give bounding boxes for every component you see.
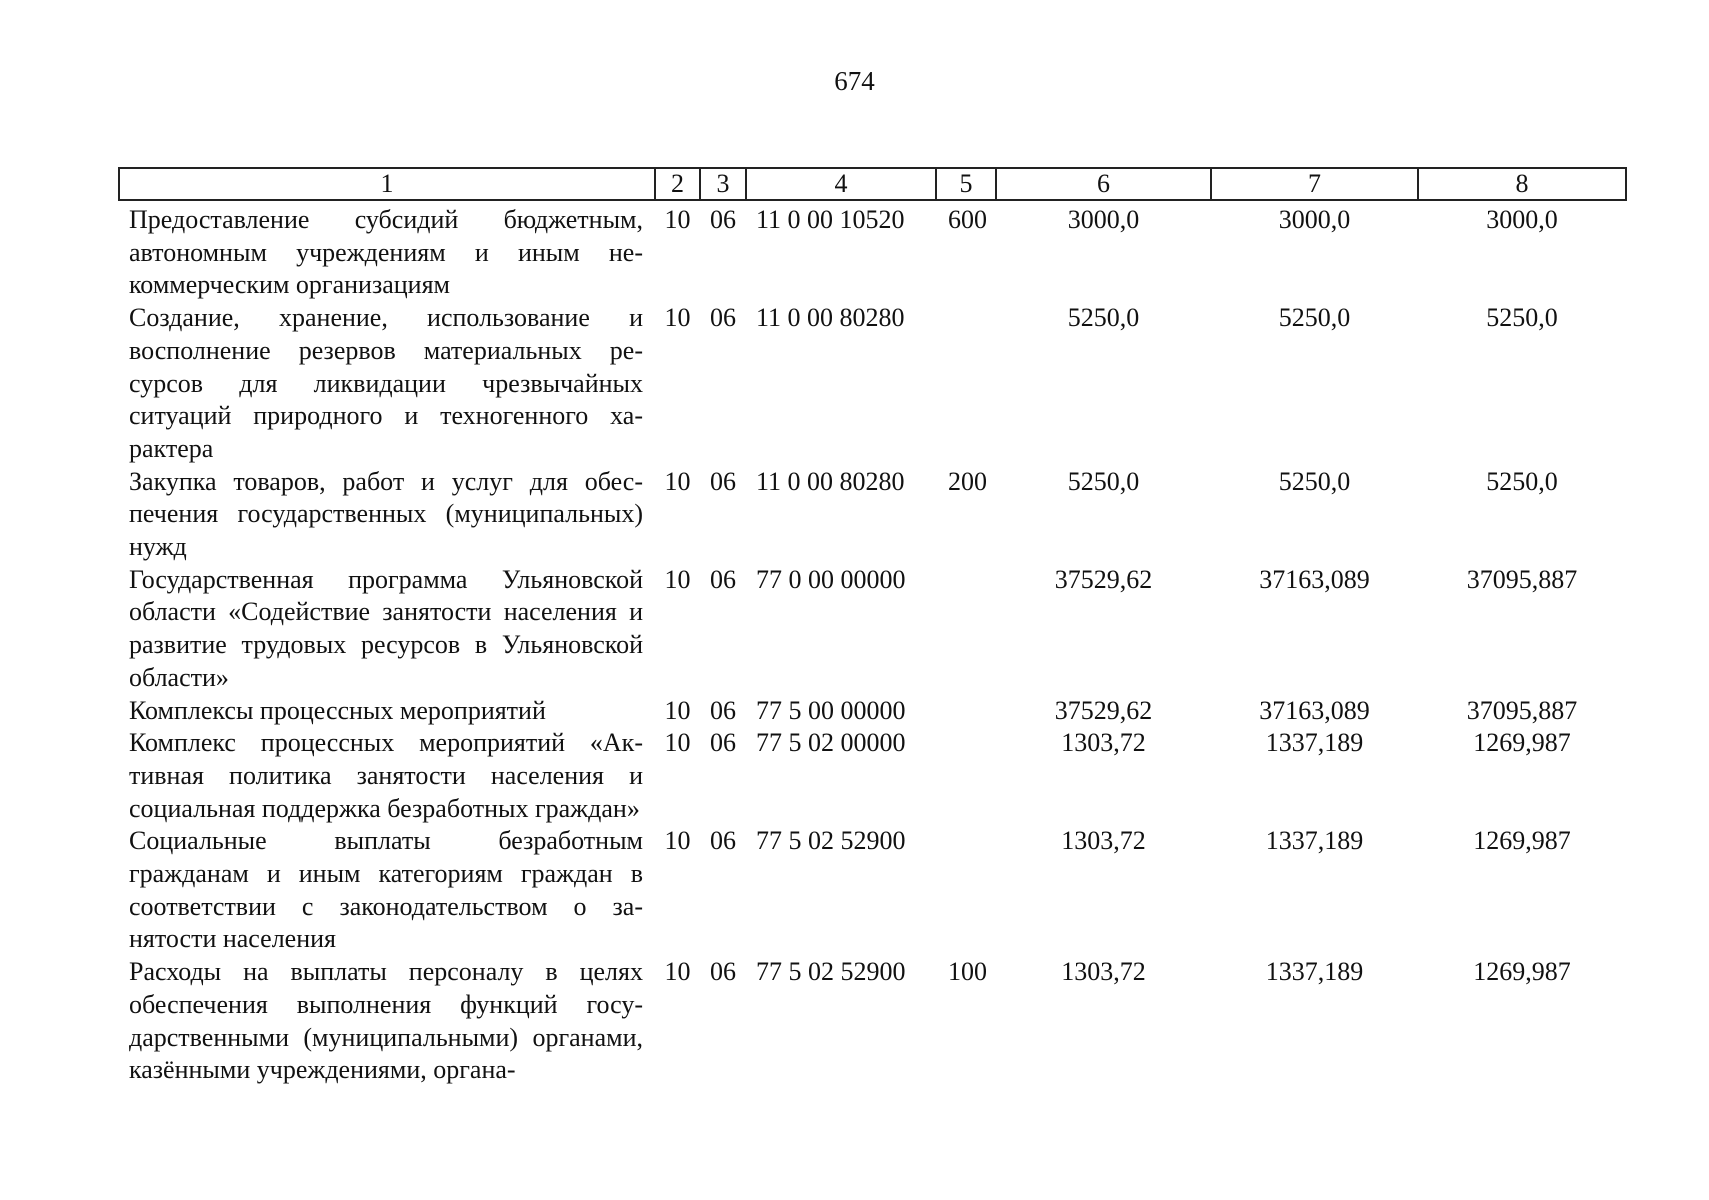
section-code: 10 (664, 957, 691, 987)
item-name: Закупка товаров, работ и услуг для обеспечения государственных (муниципальных) нужд (129, 466, 643, 562)
section-code: 10 (664, 205, 691, 234)
target-article-code: 77 5 02 52900 (756, 957, 906, 987)
amount-col-8: 5250,0 (1486, 466, 1558, 496)
table-row (119, 695, 1626, 728)
table-row (119, 956, 1626, 1087)
amount-col-6: 5250,0 (1067, 303, 1140, 333)
amount-col-6: 37529,62 (1054, 695, 1153, 725)
target-article-code: 77 5 02 00000 (756, 728, 906, 758)
column-header-1: 1 (119, 168, 655, 200)
subsection-code: 06 (710, 466, 736, 496)
expense-type-code (936, 564, 996, 695)
amount-col-7: 1337,189 (1265, 826, 1364, 856)
table-row (119, 466, 1626, 564)
subsection-code: 06 (710, 205, 736, 234)
table-row (119, 564, 1626, 695)
item-name: Государственная программа Ульяновской области «Содействие занятости населения и развитие трудовых ресурсов в Ульяновской области» (129, 564, 643, 692)
expense-type-code (936, 825, 996, 956)
subsection-code: 06 (710, 957, 736, 987)
item-name: Предоставление субсидий бюджетным, автономным учреждениям и иным некоммерческим организациям (129, 205, 643, 300)
target-article-code: 77 5 02 52900 (756, 826, 906, 856)
subsection-code: 06 (710, 728, 736, 758)
amount-col-6: 37529,62 (1054, 564, 1153, 594)
section-code: 10 (664, 564, 691, 594)
item-name: Расходы на выплаты персоналу в целях обеспечения выполнения функций государственными (муниципальными) органами, казёнными учреждениями, органа- (129, 957, 643, 1085)
amount-col-7: 5250,0 (1278, 466, 1351, 496)
target-article-code: 77 5 00 00000 (756, 695, 906, 725)
target-article-code: 11 0 00 80280 (756, 466, 905, 496)
page-number: 674 (834, 66, 875, 96)
amount-col-8: 5250,0 (1486, 303, 1558, 333)
column-header-8: 8 (1418, 168, 1626, 200)
expense-type-code (936, 727, 996, 825)
column-header-4: 4 (746, 168, 936, 200)
amount-col-6: 5250,0 (1067, 466, 1140, 496)
table-row (119, 727, 1626, 825)
amount-col-8: 37095,887 (1466, 695, 1578, 725)
column-header-5: 5 (936, 168, 996, 200)
amount-col-8: 3000,0 (1486, 205, 1558, 234)
amount-col-7: 3000,0 (1278, 205, 1351, 234)
amount-col-6: 1303,72 (1061, 728, 1146, 758)
item-name: Комплекс процессных мероприятий «Активная политика занятости населения и социальная поддержка безработных граждан» (129, 728, 643, 823)
section-code: 10 (664, 466, 691, 496)
subsection-code: 06 (710, 564, 736, 594)
section-code: 10 (664, 728, 691, 758)
subsection-code: 06 (710, 826, 736, 856)
column-header-7: 7 (1211, 168, 1418, 200)
header-row (119, 168, 1626, 200)
amount-col-7: 5250,0 (1278, 303, 1351, 333)
amount-col-6: 1303,72 (1061, 826, 1146, 856)
table-header (119, 168, 1626, 200)
target-article-code: 11 0 00 10520 (756, 205, 905, 234)
expense-type-code (936, 695, 996, 728)
column-header-3: 3 (700, 168, 746, 200)
table-row (119, 302, 1626, 466)
item-name: Социальные выплаты безработным гражданам и иным категориям граждан в соответствии с законодательством о занятости населения (129, 826, 643, 954)
budget-table (118, 167, 1627, 1087)
expense-type-code: 100 (948, 957, 987, 987)
table-body (119, 200, 1626, 1087)
amount-col-6: 3000,0 (1067, 205, 1140, 234)
column-header-2: 2 (655, 168, 700, 200)
item-name: Создание, хранение, использование и восполнение резервов материальных ресурсов для ликвидации чрезвычайных ситуаций природного и техногенного характера (129, 303, 643, 463)
subsection-code: 06 (710, 303, 736, 333)
amount-col-7: 37163,089 (1259, 695, 1370, 725)
section-code: 10 (664, 826, 691, 856)
amount-col-8: 37095,887 (1466, 564, 1578, 594)
amount-col-8: 1269,987 (1473, 826, 1571, 856)
expense-type-code (936, 302, 996, 466)
expense-type-code: 600 (948, 205, 987, 234)
target-article-code: 77 0 00 00000 (756, 564, 906, 594)
amount-col-7: 1337,189 (1265, 728, 1364, 758)
expense-type-code: 200 (948, 466, 987, 496)
amount-col-7: 37163,089 (1259, 564, 1370, 594)
table-row (119, 200, 1626, 302)
table-row (119, 825, 1626, 956)
section-code: 10 (664, 695, 691, 725)
target-article-code: 11 0 00 80280 (756, 303, 905, 333)
amount-col-8: 1269,987 (1473, 728, 1571, 758)
amount-col-6: 1303,72 (1061, 957, 1146, 987)
amount-col-8: 1269,987 (1473, 957, 1571, 987)
item-name: Комплексы процессных мероприятий (129, 695, 546, 725)
subsection-code: 06 (710, 695, 736, 725)
section-code: 10 (664, 303, 691, 333)
amount-col-7: 1337,189 (1265, 957, 1364, 987)
column-header-6: 6 (996, 168, 1211, 200)
